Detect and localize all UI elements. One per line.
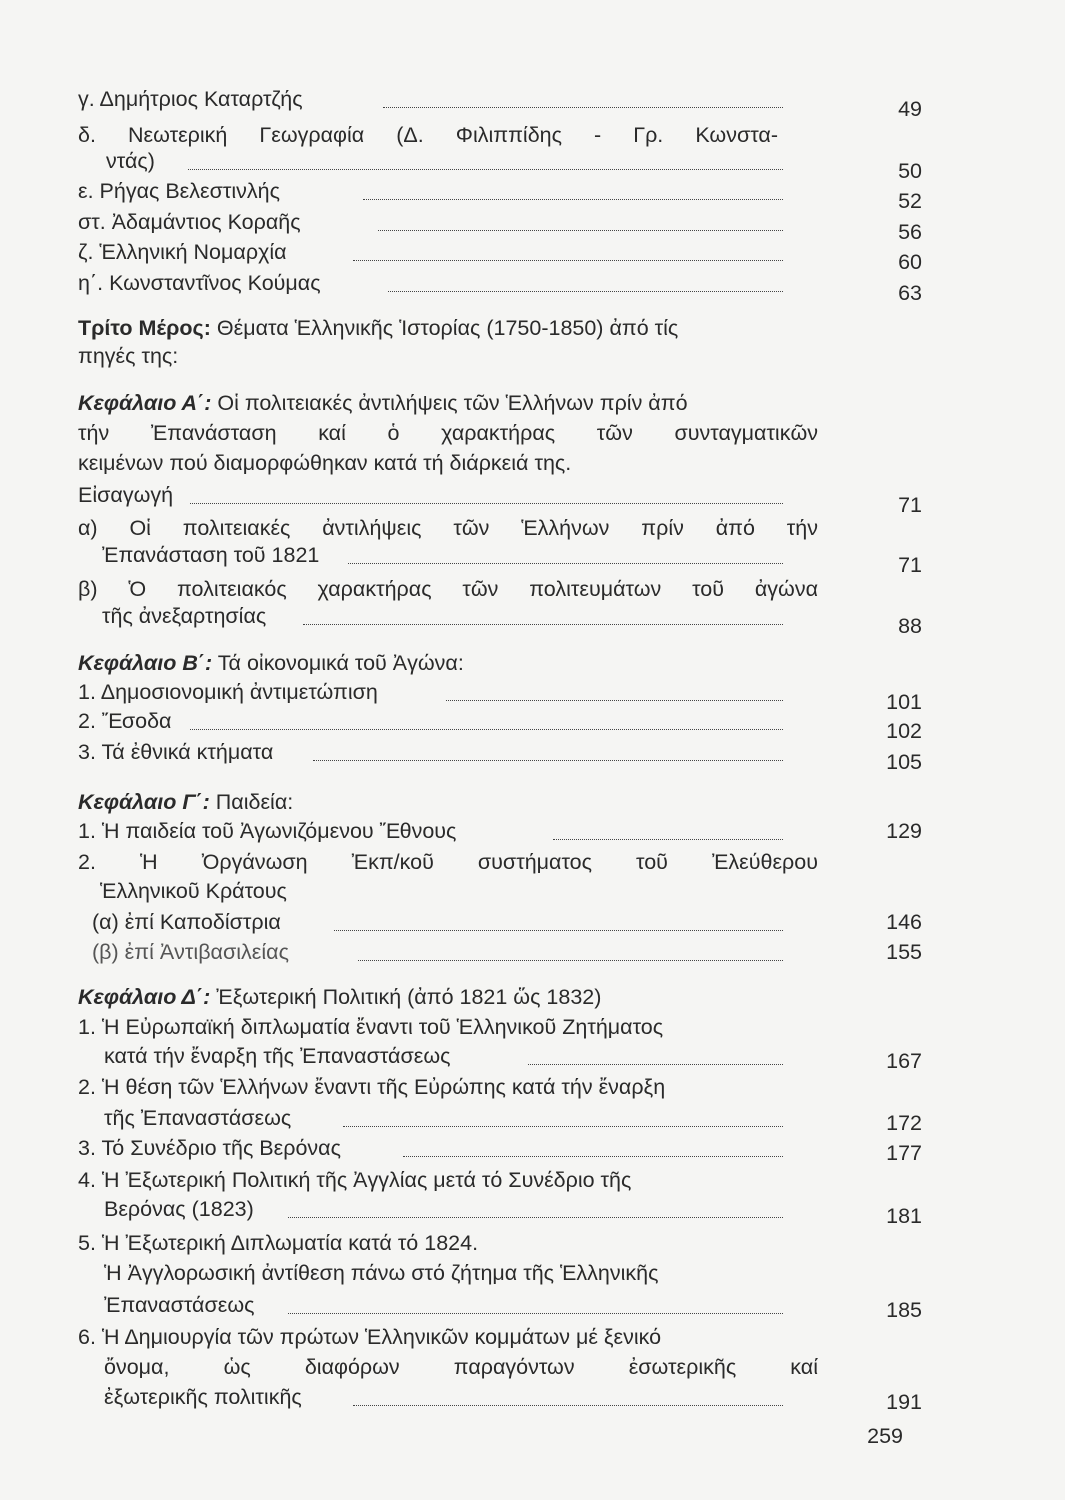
dot-leader (190, 503, 783, 504)
dot-leader (190, 729, 783, 730)
toc-entry: ὄνομα, ὡς διαφόρων παραγόντων ἐσωτερικῆς καί (104, 1355, 818, 1379)
dot-leader (358, 960, 783, 961)
dot-leader (288, 1313, 783, 1314)
dot-leader (188, 169, 783, 170)
toc-entry: ε. Ρήγας Βελεστινλής 52 (78, 179, 922, 213)
dot-leader (303, 624, 783, 625)
toc-entry: 2. Ἔσοδα 102 (78, 709, 922, 743)
toc-entry: β) Ὁ πολιτειακός χαρακτήρας τῶν πολιτευμάτων τοῦ ἀγώνα (78, 577, 818, 601)
toc-entry: α) Οἱ πολιτειακές ἀντιλήψεις τῶν Ἑλλήνων πρίν ἀπό τήν (78, 516, 818, 540)
toc-entry: Βερόνας (1823) 181 (104, 1197, 922, 1228)
toc-entry: Ἑλληνικοῦ Κράτους (100, 879, 287, 903)
toc-entry: 1. Ἡ Εὐρωπαϊκή διπλωματία ἔναντι τοῦ Ἑλληνικοῦ Ζητήματος (78, 1015, 664, 1039)
dot-leader (343, 1126, 783, 1127)
toc-entry: 1. Δημοσιονομική ἀντιμετώπιση 101 (78, 680, 922, 714)
dot-leader (553, 839, 783, 840)
dot-leader (353, 260, 783, 261)
dot-leader (446, 700, 783, 701)
chapter-heading: Κεφάλαιο Β΄: Τά οἰκονομικά τοῦ Ἀγώνα: (78, 651, 464, 675)
toc-entry: 5. Ἡ Ἐξωτερική Διπλωματία κατά τό 1824. (78, 1231, 479, 1255)
toc-entry: 3. Τό Συνέδριο τῆς Βερόνας 177 (78, 1136, 922, 1165)
toc-entry: ζ. Ἑλληνική Νομαρχία 60 (78, 240, 922, 274)
chapter-heading-cont: κειμένων πού διαμορφώθηκαν κατά τή διάρκειά της. (78, 451, 572, 475)
toc-entry: 6. Ἡ Δημιουργία τῶν πρώτων Ἑλληνικῶν κομμάτων μέ ξενικό (78, 1325, 662, 1349)
part-heading-cont: πηγές της: (78, 344, 179, 368)
dot-leader (528, 1064, 783, 1065)
dot-leader (383, 107, 783, 108)
chapter-heading: Κεφάλαιο Δ΄: Ἐξωτερική Πολιτική (ἀπό 1821 ὥς 1832) (78, 985, 602, 1009)
dot-leader (348, 563, 783, 564)
toc-entry: 3. Τά ἐθνικά κτήματα 105 (78, 740, 922, 774)
chapter-heading: Κεφάλαιο Γ΄: Παιδεία: (78, 790, 294, 814)
toc-entry: Ἐπαναστάσεως 185 (104, 1293, 922, 1322)
toc-entry: ντάς) 50 (106, 149, 922, 183)
dot-leader (378, 230, 783, 231)
toc-entry: Ἐπανάσταση τοῦ 1821 71 (102, 543, 922, 577)
dot-leader (288, 1217, 783, 1218)
toc-entry: τῆς Ἐπαναστάσεως 172 (104, 1106, 922, 1135)
dot-leader (363, 199, 783, 200)
toc-entry: 4. Ἡ Ἐξωτερική Πολιτική τῆς Ἀγγλίας μετά τό Συνέδριο τῆς (78, 1168, 632, 1192)
page-number: 259 (867, 1424, 903, 1448)
toc-entry: Εἰσαγωγή 71 (78, 483, 922, 517)
chapter-heading: Κεφάλαιο Α΄: Οἱ πολιτειακές ἀντιλήψεις τῶν Ἑλλήνων πρίν ἀπό (78, 391, 688, 415)
toc-entry: 1. Ἡ παιδεία τοῦ Ἀγωνιζόμενου Ἔθνους 129 (78, 819, 922, 843)
toc-entry: 2. Ἡ θέση τῶν Ἑλλήνων ἔναντι τῆς Εὐρώπης κατά τήν ἔναρξη (78, 1075, 666, 1099)
dot-leader (334, 930, 783, 931)
dot-leader (388, 291, 783, 292)
toc-entry: ἐξωτερικῆς πολιτικῆς 191 (104, 1385, 922, 1414)
toc-entry: 2. Ἡ Ὀργάνωση Ἐκπ/κοῦ συστήματος τοῦ Ἐλεύθερου (78, 850, 818, 874)
toc-entry: (α) ἐπί Καποδίστρια 146 (92, 910, 922, 934)
dot-leader (353, 1405, 783, 1406)
toc-entry: Ἡ Ἀγγλορωσική ἀντίθεση πάνω στό ζήτημα τῆς Ἑλληνικῆς (104, 1261, 659, 1285)
dot-leader (313, 760, 783, 761)
toc-entry: τῆς ἀνεξαρτησίας 88 (102, 604, 922, 638)
toc-entry: κατά τήν ἔναρξη τῆς Ἐπαναστάσεως 167 (104, 1044, 922, 1073)
toc-entry: η΄. Κωνσταντῖνος Κούμας 63 (78, 271, 922, 305)
toc-entry: δ. Νεωτερική Γεωγραφία (Δ. Φιλιππίδης - Γρ. Κωνστα- (78, 123, 778, 147)
toc-entry: στ. Ἀδαμάντιος Κοραῆς 56 (78, 210, 922, 244)
chapter-heading-cont: τήν Ἐπανάσταση καί ὁ χαρακτήρας τῶν συνταγματικῶν (78, 421, 818, 445)
dot-leader (403, 1156, 783, 1157)
part-heading: Τρίτο Μέρος: Θέματα Ἑλληνικῆς Ἱστορίας (1750-1850) ἀπό τίς (78, 316, 679, 340)
toc-entry: γ. Δημήτριος Καταρτζής 49 (78, 87, 922, 121)
toc-entry: (β) ἐπί Ἀντιβασιλείας 155 (92, 940, 922, 964)
